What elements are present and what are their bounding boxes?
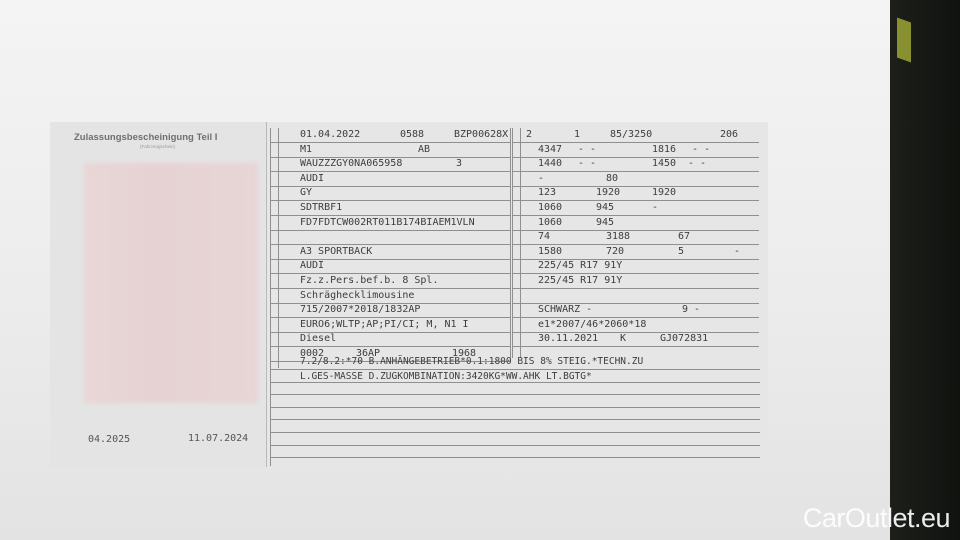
remarks-line [270,457,760,458]
field-value: 1450 [652,158,677,170]
field-value: AB [418,143,431,155]
field-value: - [734,245,741,257]
field-value: 206 [720,129,739,140]
left-row [270,172,511,187]
right-row [512,186,759,201]
remark-text: 7.2/8.2:*70 B.ANHÄNGEBETRIEB*0.1:1800 BIS 8% STEIG.*TECHN.ZU [300,356,644,367]
right-row [512,289,759,304]
issue-date: 11.07.2024 [188,433,249,444]
document-title: Zulassungsbescheinigung Teil I [74,132,218,143]
remark-text: L.GES-MASSE D.ZUGKOMBINATION:3420KG*WW.AHK LT.BGTG* [300,371,592,382]
field-value: - - [578,158,597,170]
right-row [512,230,759,245]
field-value: 0588 [400,129,425,140]
right-row [512,318,759,333]
field-value: 1060 [538,202,563,213]
right-row [512,143,759,158]
field-value: 945 [596,216,615,228]
right-row [512,245,759,260]
right-row [512,157,759,172]
remarks-line [270,419,760,420]
left-row [270,274,511,289]
left-data-grid [270,128,511,466]
field-value: - - [688,158,707,170]
left-row [270,289,511,304]
field-value: 225/45 R17 91Y [538,275,623,286]
right-row [512,303,759,318]
left-row [270,259,511,274]
field-value: 1968 [452,348,477,359]
field-value: 85/3250 [610,129,653,140]
remarks-line [270,432,760,433]
field-value: K [620,333,627,345]
field-value: 2 [526,129,533,140]
field-value: SCHWARZ - [538,304,593,316]
field-value: 945 [596,202,615,213]
watermark-logo: CarOutlet.eu [802,503,950,533]
field-value: 3 [456,158,463,170]
remarks-line [270,445,760,446]
field-value: e1*2007/46*2060*18 [538,318,647,330]
field-value: 1580 [538,245,563,257]
field-value: 30.11.2021 [538,333,599,345]
left-row [270,318,511,333]
right-row [512,172,759,187]
right-row [512,128,759,143]
remarks-line [270,369,760,370]
field-value: SDTRBF1 [300,202,343,213]
field-value: 4347 [538,143,563,155]
left-row [270,128,511,143]
left-row [270,157,511,172]
field-value: FD7FDTCW002RT011B174BIAEM1VLN [300,216,475,228]
background-edge [890,0,960,540]
field-value: 01.04.2022 [300,129,361,140]
field-value: 123 [538,187,557,199]
field-value: WAUZZZGY0NA065958 [300,158,403,170]
field-value: 9 - [682,304,701,316]
background-object [897,17,911,62]
field-value: 720 [606,245,625,257]
left-row [270,230,511,245]
left-row [270,143,511,158]
field-value: - [652,202,659,213]
field-value: Schräghecklimousine [300,289,415,301]
valid-until-date: 04.2025 [88,434,131,445]
left-row [270,216,511,231]
right-row [512,201,759,216]
left-row [270,332,511,347]
document-subtitle: (Fahrzeugschein) [140,144,176,149]
field-value: GY [300,187,313,199]
field-value: 715/2007*2018/1832AP [300,304,421,316]
field-value: 3188 [606,231,631,243]
field-value: 1060 [538,216,563,228]
field-value: 1 [574,129,581,140]
field-value: M1 [300,143,313,155]
field-value: 80 [606,172,619,184]
field-value: 5 [678,245,685,257]
remarks-line [270,407,760,408]
field-value: BZP00628X [454,129,509,140]
right-data-grid [512,128,759,466]
remarks-line [270,394,760,395]
right-row [512,274,759,289]
field-value: GJ072831 [660,333,709,345]
field-value: A3 SPORTBACK [300,245,373,257]
field-value: 1920 [652,187,677,199]
right-row [512,259,759,274]
field-value: - - [578,143,597,155]
field-value: EURO6;WLTP;AP;PI/CI; M, N1 I [300,318,469,330]
right-row [512,332,759,347]
redacted-area [84,163,258,403]
field-value: 1440 [538,158,563,170]
field-value: 225/45 R17 91Y [538,260,623,272]
left-row [270,303,511,318]
field-value: 1920 [596,187,621,199]
left-row [270,245,511,260]
field-value: AUDI [300,260,325,272]
field-value: - - [692,143,711,155]
field-value: Fz.z.Pers.bef.b. 8 Spl. [300,275,439,286]
field-value: 1816 [652,143,677,155]
field-value: 0002 [300,348,325,359]
left-row [270,201,511,216]
field-value: 36AP [356,348,381,359]
right-row [512,216,759,231]
left-row [270,186,511,201]
field-value: 74 [538,231,551,243]
field-value: 67 [678,231,691,243]
field-value: AUDI [300,172,325,184]
field-value: Diesel [300,333,337,345]
field-value: - [538,172,545,184]
